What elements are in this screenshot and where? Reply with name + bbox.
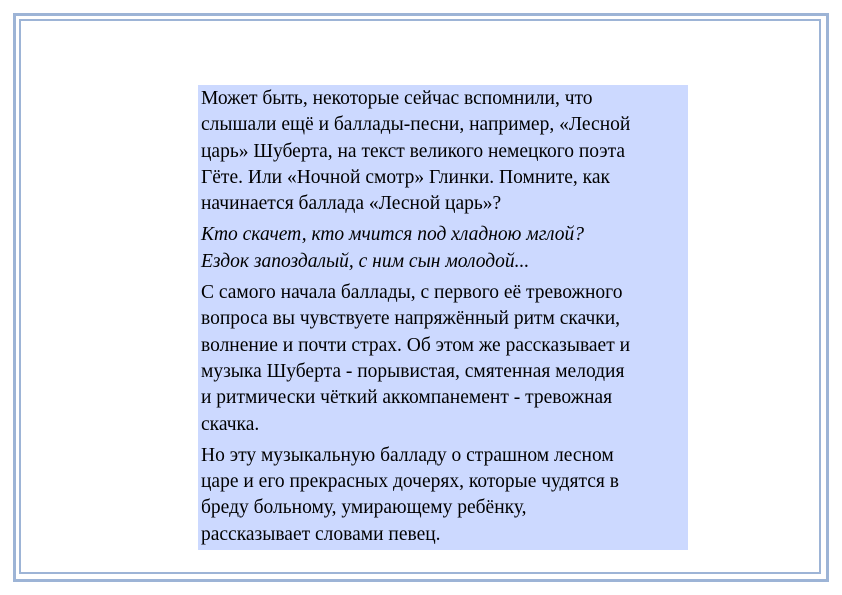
verse-line: Ездок запоздалый, с ним сын молодой... bbox=[201, 250, 530, 272]
text-line: Гёте. Или «Ночной смотр» Глинки. Помните, как bbox=[201, 166, 610, 188]
text-line: начинается баллада «Лесной царь»? bbox=[201, 193, 502, 215]
text-line: вопроса вы чувствуете напряжённый ритм скачки, bbox=[201, 308, 621, 330]
text-line: музыка Шуберта - порывистая, смятенная мелодия bbox=[201, 360, 625, 382]
text-line: бреду больному, умирающему ребёнку, bbox=[201, 497, 527, 519]
text-line: царь» Шуберта, на текст великого немецкого поэта bbox=[201, 140, 626, 162]
text-line: Может быть, некоторые сейчас вспомнили, что bbox=[201, 88, 593, 109]
text-line: скачка. bbox=[201, 413, 260, 435]
verse-line: Кто скачет, кто мчится под хладною мглой? bbox=[201, 224, 585, 246]
text-line: рассказывает словами певец. bbox=[201, 523, 441, 545]
text-line: и ритмически чёткий аккомпанемент - тревожная bbox=[201, 387, 613, 409]
text-box bbox=[198, 85, 688, 550]
text-line: С самого начала баллады, с первого её тревожного bbox=[201, 282, 623, 304]
text-line: волнение и почти страх. Об этом же рассказывает и bbox=[201, 334, 631, 356]
paragraph-verse-quote bbox=[201, 222, 686, 275]
text-line: слышали ещё и баллады-песни, например, «Лесной bbox=[201, 114, 631, 136]
paragraph-conclusion bbox=[201, 443, 686, 548]
paragraph-description bbox=[201, 280, 686, 438]
text-line: Но эту музыкальную балладу о страшном лесном bbox=[201, 444, 614, 466]
paragraph-intro bbox=[201, 86, 686, 217]
text-line: царе и его прекрасных дочерях, которые чудятся в bbox=[201, 471, 619, 493]
